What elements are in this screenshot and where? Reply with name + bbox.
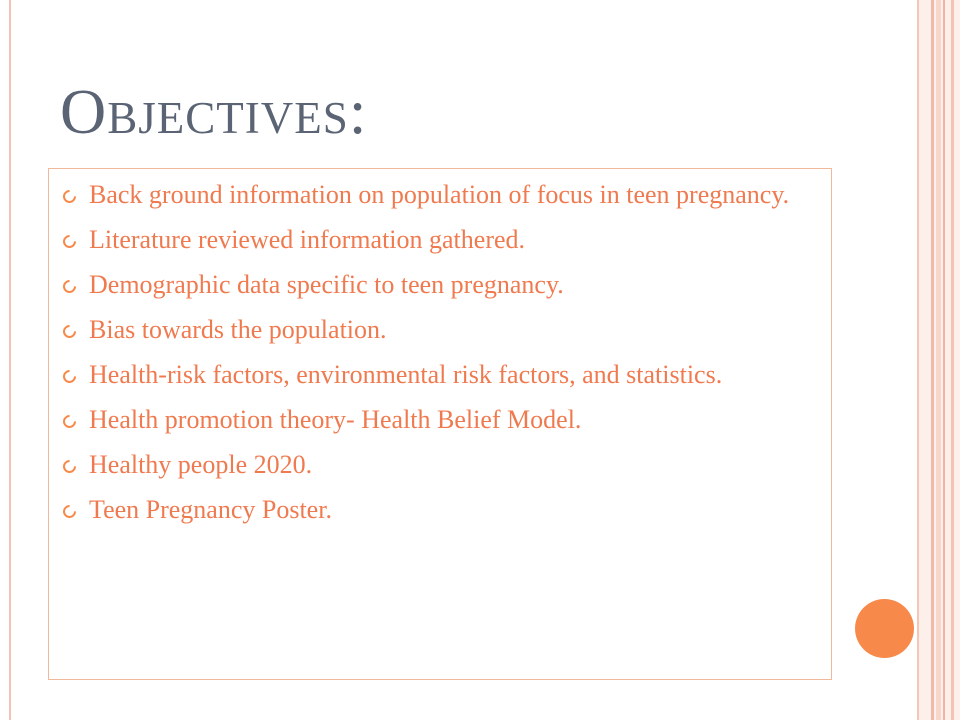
- bullet-item: [89, 314, 801, 346]
- open-circle-bullet-icon: [60, 412, 78, 430]
- right-stripe: [936, 0, 941, 720]
- right-stripe: [917, 0, 919, 720]
- right-stripe: [931, 0, 934, 720]
- bullet-item: [89, 404, 801, 436]
- content-box: [48, 168, 832, 680]
- orange-circle-icon: [855, 599, 914, 658]
- bullet-text: Back ground information on population of focus in teen pregnancy.: [89, 180, 790, 209]
- open-circle-bullet-icon: [60, 187, 78, 205]
- bullet-text: Health promotion theory- Health Belief Model.: [89, 405, 582, 434]
- bullet-item: [89, 269, 801, 301]
- bullet-item: [89, 449, 801, 481]
- open-circle-bullet-icon: [60, 277, 78, 295]
- bullet-text: Healthy people 2020.: [89, 450, 313, 479]
- bullet-text: Health-risk factors, environmental risk factors, and statistics.: [89, 360, 723, 389]
- right-stripe: [951, 0, 954, 720]
- right-stripe: [943, 0, 945, 720]
- slide-title: Objectives:: [60, 76, 368, 147]
- open-circle-bullet-icon: [60, 367, 78, 385]
- bullet-text: Bias towards the population.: [89, 315, 387, 344]
- bullet-text: Demographic data specific to teen pregnancy.: [89, 270, 564, 299]
- bullet-text: Teen Pregnancy Poster.: [89, 495, 332, 524]
- left-border-line: [9, 0, 11, 720]
- open-circle-bullet-icon: [60, 502, 78, 520]
- open-circle-bullet-icon: [60, 322, 78, 340]
- bullet-text: Literature reviewed information gathered.: [89, 225, 526, 254]
- bullet-item: [89, 224, 801, 256]
- bullet-list: [49, 169, 831, 526]
- open-circle-bullet-icon: [60, 232, 78, 250]
- open-circle-bullet-icon: [60, 457, 78, 475]
- bullet-item: [89, 179, 801, 211]
- bullet-item: [89, 359, 801, 391]
- bullet-item: [89, 494, 801, 526]
